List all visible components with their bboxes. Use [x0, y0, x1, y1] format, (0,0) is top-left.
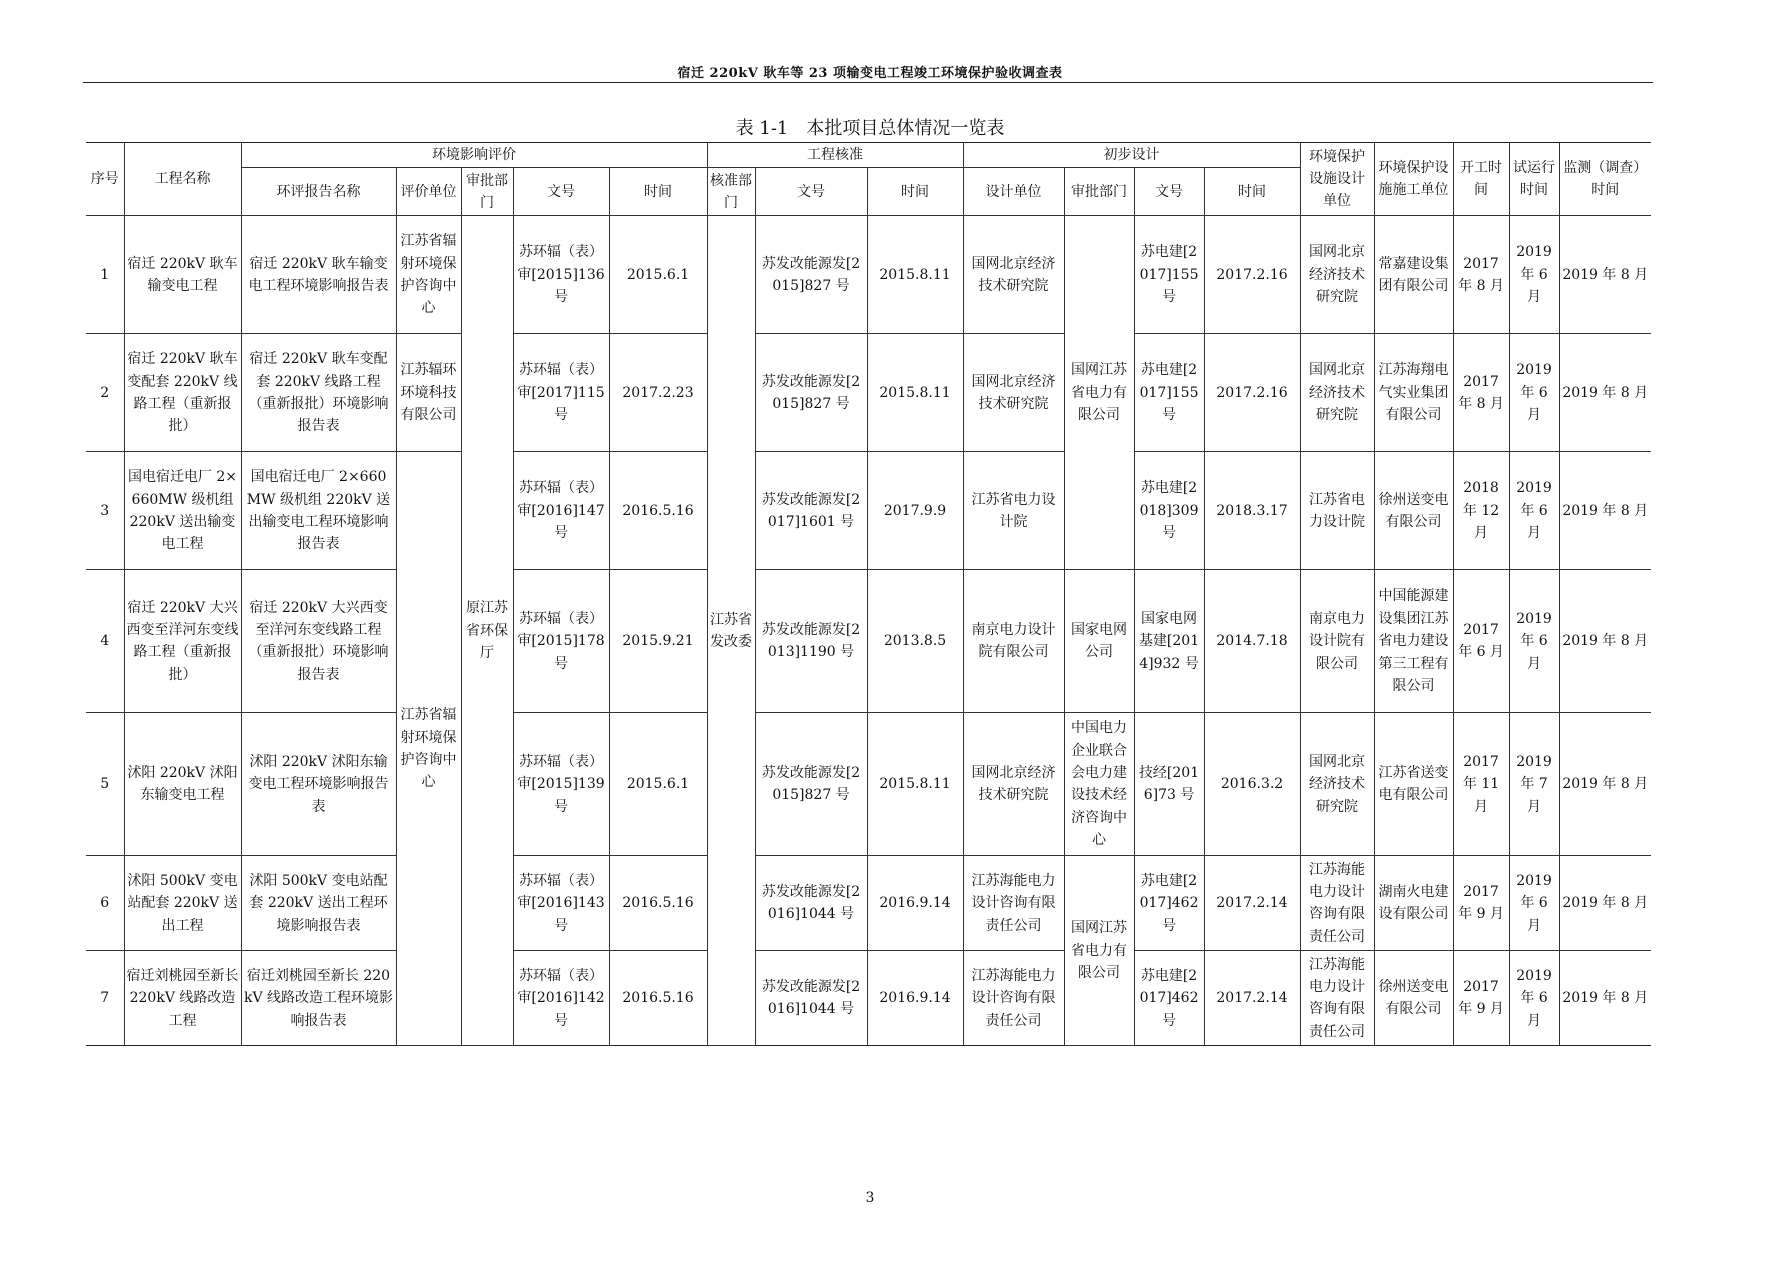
- cell-name: 宿迁 220kV 耿车输变电工程: [124, 216, 241, 334]
- cell-approval-doc: 苏发改能源发[2016]1044 号: [755, 856, 867, 951]
- cell-eia-doc: 苏环辐（表）审[2015]136 号: [513, 216, 609, 334]
- header-approval-dept: 核准部门: [707, 168, 755, 216]
- cell-name: 沭阳 220kV 沭阳东输变电工程: [124, 713, 241, 856]
- cell-design-unit: 南京电力设计院有限公司: [963, 570, 1064, 713]
- cell-design-time: 2017.2.14: [1204, 856, 1300, 951]
- header-eia-dept: 审批部门: [461, 168, 513, 216]
- cell-eia-dept-merged: 原江苏省环保厅: [461, 216, 513, 1046]
- cell-env-design: 南京电力设计院有限公司: [1300, 570, 1374, 713]
- cell-monitor: 2019 年 8 月: [1559, 216, 1651, 334]
- table-row: [86, 951, 1651, 1046]
- cell-design-time: 2017.2.14: [1204, 951, 1300, 1046]
- cell-design-doc: 苏电建[2018]309 号: [1134, 452, 1204, 570]
- header-eia-doc: 文号: [513, 168, 609, 216]
- cell-approval-time: 2015.8.11: [867, 216, 963, 334]
- cell-name: 宿迁刘桃园至新长 220kV 线路改造工程: [124, 951, 241, 1046]
- cell-trial: 2019 年 6 月: [1509, 856, 1559, 951]
- cell-monitor: 2019 年 8 月: [1559, 452, 1651, 570]
- cell-env-build: 常嘉建设集团有限公司: [1374, 216, 1453, 334]
- cell-design-doc: 苏电建[2017]155 号: [1134, 216, 1204, 334]
- header-seq: 序号: [86, 143, 124, 216]
- cell-approval-time: 2017.9.9: [867, 452, 963, 570]
- cell-design-doc: 技经[2016]73 号: [1134, 713, 1204, 856]
- cell-env-design: 国网北京经济技术研究院: [1300, 713, 1374, 856]
- header-eia-time: 时间: [609, 168, 707, 216]
- cell-approval-time: 2015.8.11: [867, 334, 963, 452]
- page-number: 3: [865, 1190, 875, 1206]
- cell-name: 宿迁 220kV 耿车变配套 220kV 线路工程（重新报批）: [124, 334, 241, 452]
- table-row: [86, 452, 1651, 570]
- cell-trial: 2019 年 6 月: [1509, 452, 1559, 570]
- page-header: 宿迁 220kV 耿车等 23 项输变电工程竣工环境保护验收调查表: [677, 66, 1063, 81]
- cell-seq: 7: [86, 951, 124, 1046]
- cell-approval-doc: 苏发改能源发[2013]1190 号: [755, 570, 867, 713]
- cell-seq: 5: [86, 713, 124, 856]
- cell-eia-time: 2015.6.1: [609, 216, 707, 334]
- header-design-doc: 文号: [1134, 168, 1204, 216]
- table-row: [86, 856, 1651, 951]
- cell-eia-unit: 江苏省辐射环境保护咨询中心: [396, 216, 461, 334]
- cell-trial: 2019 年 6 月: [1509, 334, 1559, 452]
- cell-trial: 2019 年 6 月: [1509, 216, 1559, 334]
- cell-approval-doc: 苏发改能源发[2015]827 号: [755, 334, 867, 452]
- header-eia-report: 环评报告名称: [241, 168, 396, 216]
- table-row: [86, 713, 1651, 856]
- header-design-group: 初步设计: [963, 143, 1300, 168]
- cell-env-build: 中国能源建设集团江苏省电力建设第三工程有限公司: [1374, 570, 1453, 713]
- cell-design-unit: 国网北京经济技术研究院: [963, 334, 1064, 452]
- cell-eia-doc: 苏环辐（表）审[2016]143 号: [513, 856, 609, 951]
- cell-report: 宿迁 220kV 耿车输变电工程环境影响报告表: [241, 216, 396, 334]
- cell-approval-time: 2015.8.11: [867, 713, 963, 856]
- cell-eia-doc: 苏环辐（表）审[2015]139 号: [513, 713, 609, 856]
- cell-design-dept: 中国电力企业联合会电力建设技术经济咨询中心: [1064, 713, 1134, 856]
- cell-eia-doc: 苏环辐（表）审[2015]178 号: [513, 570, 609, 713]
- cell-start: 2017 年 9 月: [1453, 856, 1509, 951]
- cell-trial: 2019 年 6 月: [1509, 951, 1559, 1046]
- cell-env-build: 江苏省送变电有限公司: [1374, 713, 1453, 856]
- cell-eia-time: 2015.9.21: [609, 570, 707, 713]
- cell-eia-time: 2016.5.16: [609, 951, 707, 1046]
- header-monitor: 监测（调查）时间: [1559, 143, 1651, 216]
- cell-seq: 2: [86, 334, 124, 452]
- cell-eia-doc: 苏环辐（表）审[2016]142 号: [513, 951, 609, 1046]
- cell-monitor: 2019 年 8 月: [1559, 334, 1651, 452]
- header-rule: [83, 82, 1653, 83]
- table-row: [86, 570, 1651, 713]
- cell-design-doc: 国家电网基建[2014]932 号: [1134, 570, 1204, 713]
- cell-env-build: 湖南火电建设有限公司: [1374, 856, 1453, 951]
- cell-report: 宿迁刘桃园至新长 220kV 线路改造工程环境影响报告表: [241, 951, 396, 1046]
- table-title: 表 1-1 本批项目总体情况一览表: [735, 118, 1005, 139]
- cell-eia-doc: 苏环辐（表）审[2016]147 号: [513, 452, 609, 570]
- header-eia-unit: 评价单位: [396, 168, 461, 216]
- cell-approval-doc: 苏发改能源发[2017]1601 号: [755, 452, 867, 570]
- cell-eia-doc: 苏环辐（表）审[2017]115 号: [513, 334, 609, 452]
- cell-env-design: 国网北京经济技术研究院: [1300, 216, 1374, 334]
- cell-seq: 6: [86, 856, 124, 951]
- header-approval-doc: 文号: [755, 168, 867, 216]
- cell-design-doc: 苏电建[2017]462 号: [1134, 856, 1204, 951]
- cell-design-unit: 国网北京经济技术研究院: [963, 713, 1064, 856]
- cell-trial: 2019 年 6 月: [1509, 570, 1559, 713]
- header-design-dept: 审批部门: [1064, 168, 1134, 216]
- header-approval-time: 时间: [867, 168, 963, 216]
- cell-start: 2017 年 9 月: [1453, 951, 1509, 1046]
- cell-eia-time: 2017.2.23: [609, 334, 707, 452]
- cell-monitor: 2019 年 8 月: [1559, 856, 1651, 951]
- cell-eia-time: 2015.6.1: [609, 713, 707, 856]
- cell-report: 宿迁 220kV 大兴西变至洋河东变线路工程（重新报批）环境影响报告表: [241, 570, 396, 713]
- header-name: 工程名称: [124, 143, 241, 216]
- cell-report: 沭阳 500kV 变电站配套 220kV 送出工程环境影响报告表: [241, 856, 396, 951]
- cell-report: 沭阳 220kV 沭阳东输变电工程环境影响报告表: [241, 713, 396, 856]
- cell-name: 国电宿迁电厂 2×660MW 级机组 220kV 送出输变电工程: [124, 452, 241, 570]
- cell-design-time: 2017.2.16: [1204, 334, 1300, 452]
- cell-approval-time: 2016.9.14: [867, 951, 963, 1046]
- cell-approval-doc: 苏发改能源发[2016]1044 号: [755, 951, 867, 1046]
- project-summary-table: [86, 142, 1651, 1046]
- cell-approval-doc: 苏发改能源发[2015]827 号: [755, 216, 867, 334]
- cell-approval-dept-merged: 江苏省发改委: [707, 216, 755, 1046]
- cell-monitor: 2019 年 8 月: [1559, 570, 1651, 713]
- header-design-time: 时间: [1204, 168, 1300, 216]
- cell-design-dept-merged: 国网江苏省电力有限公司: [1064, 216, 1134, 570]
- header-trial: 试运行时间: [1509, 143, 1559, 216]
- cell-env-design: 江苏省电力设计院: [1300, 452, 1374, 570]
- header-start: 开工时间: [1453, 143, 1509, 216]
- cell-design-unit: 国网北京经济技术研究院: [963, 216, 1064, 334]
- cell-start: 2017 年 6 月: [1453, 570, 1509, 713]
- cell-name: 沭阳 500kV 变电站配套 220kV 送出工程: [124, 856, 241, 951]
- header-eia-group: 环境影响评价: [241, 143, 707, 168]
- cell-design-unit: 江苏海能电力设计咨询有限责任公司: [963, 856, 1064, 951]
- cell-design-dept-merged: 国网江苏省电力有限公司: [1064, 856, 1134, 1046]
- cell-approval-time: 2016.9.14: [867, 856, 963, 951]
- cell-design-time: 2016.3.2: [1204, 713, 1300, 856]
- cell-design-dept: 国家电网公司: [1064, 570, 1134, 713]
- cell-seq: 4: [86, 570, 124, 713]
- cell-design-doc: 苏电建[2017]155 号: [1134, 334, 1204, 452]
- cell-name: 宿迁 220kV 大兴西变至洋河东变线路工程（重新报批）: [124, 570, 241, 713]
- cell-eia-time: 2016.5.16: [609, 856, 707, 951]
- cell-env-design: 国网北京经济技术研究院: [1300, 334, 1374, 452]
- cell-env-design: 江苏海能电力设计咨询有限责任公司: [1300, 951, 1374, 1046]
- cell-eia-unit-merged: 江苏省辐射环境保护咨询中心: [396, 452, 461, 1046]
- cell-start: 2017 年 11 月: [1453, 713, 1509, 856]
- cell-seq: 1: [86, 216, 124, 334]
- cell-design-unit: 江苏海能电力设计咨询有限责任公司: [963, 951, 1064, 1046]
- cell-start: 2017 年 8 月: [1453, 334, 1509, 452]
- cell-env-build: 徐州送变电有限公司: [1374, 452, 1453, 570]
- cell-env-build: 江苏海翔电气实业集团有限公司: [1374, 334, 1453, 452]
- cell-start: 2018 年 12 月: [1453, 452, 1509, 570]
- cell-design-unit: 江苏省电力设计院: [963, 452, 1064, 570]
- cell-env-build: 徐州送变电有限公司: [1374, 951, 1453, 1046]
- cell-eia-unit: 江苏辐环环境科技有限公司: [396, 334, 461, 452]
- cell-start: 2017 年 8 月: [1453, 216, 1509, 334]
- cell-env-design: 江苏海能电力设计咨询有限责任公司: [1300, 856, 1374, 951]
- cell-seq: 3: [86, 452, 124, 570]
- cell-trial: 2019 年 7 月: [1509, 713, 1559, 856]
- cell-approval-time: 2013.8.5: [867, 570, 963, 713]
- header-design-unit: 设计单位: [963, 168, 1064, 216]
- cell-eia-time: 2016.5.16: [609, 452, 707, 570]
- cell-design-doc: 苏电建[2017]462 号: [1134, 951, 1204, 1046]
- table-row: [86, 216, 1651, 334]
- cell-report: 国电宿迁电厂 2×660MW 级机组 220kV 送出输变电工程环境影响报告表: [241, 452, 396, 570]
- cell-monitor: 2019 年 8 月: [1559, 951, 1651, 1046]
- header-env-design: 环境保护设施设计单位: [1300, 143, 1374, 216]
- cell-report: 宿迁 220kV 耿车变配套 220kV 线路工程（重新报批）环境影响报告表: [241, 334, 396, 452]
- cell-approval-doc: 苏发改能源发[2015]827 号: [755, 713, 867, 856]
- header-approval-group: 工程核准: [707, 143, 963, 168]
- header-env-build: 环境保护设施施工单位: [1374, 143, 1453, 216]
- cell-monitor: 2019 年 8 月: [1559, 713, 1651, 856]
- table-row: [86, 334, 1651, 452]
- cell-design-time: 2014.7.18: [1204, 570, 1300, 713]
- cell-design-time: 2018.3.17: [1204, 452, 1300, 570]
- cell-design-time: 2017.2.16: [1204, 216, 1300, 334]
